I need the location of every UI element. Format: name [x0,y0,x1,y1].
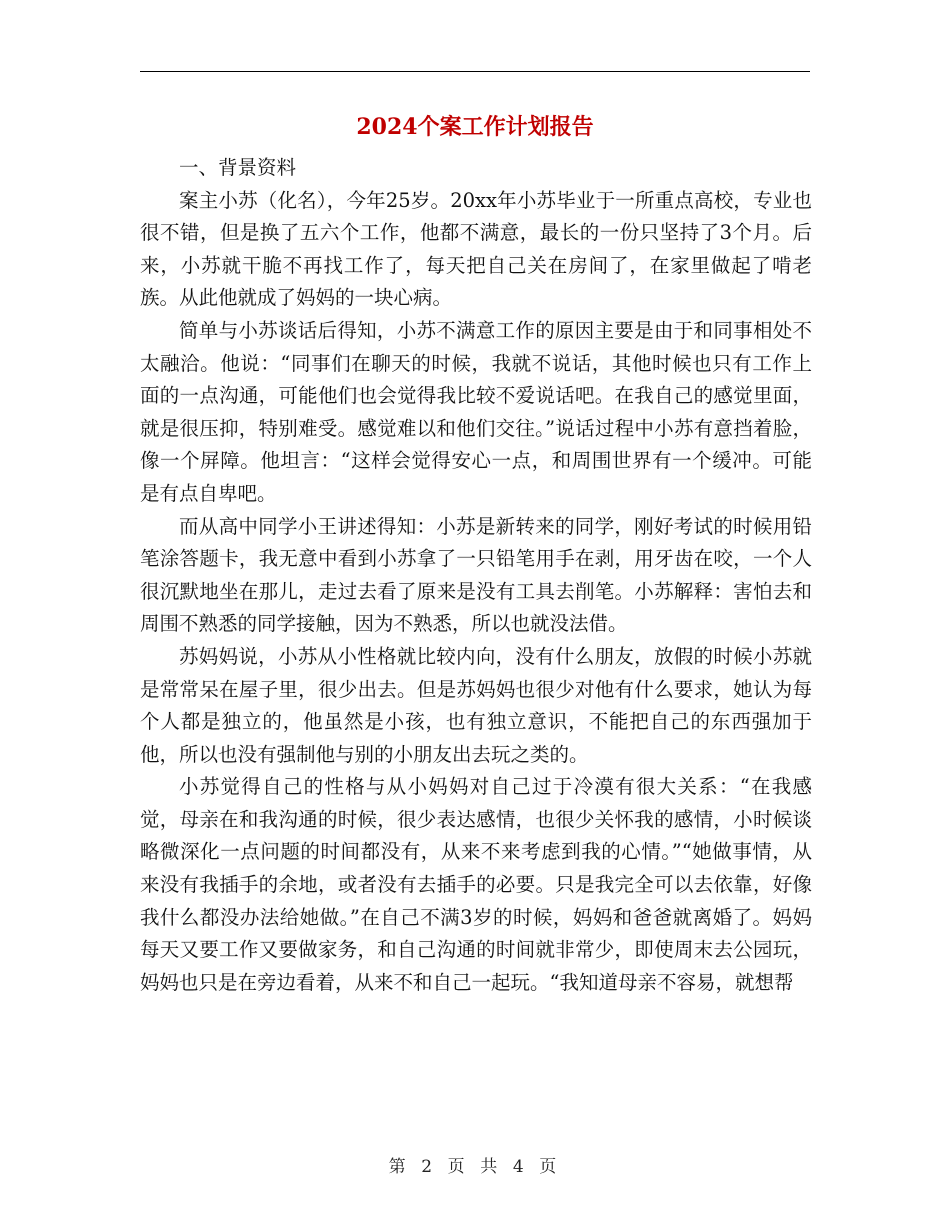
document-title: 2024个案工作计划报告 [356,114,594,140]
page-number: 第 2 页 共 4 页 [388,1157,562,1177]
paragraph: 简单与小苏谈话后得知，小苏不满意工作的原因主要是由于和同事相处不太融洽。他说：“同事们在聊天的时候，我就不说话，其他时候也只有工作上面的一点沟通，可能他们也会觉得我比较不爱说话吧。在我自己的感觉里面，就是很压抑，特别难受。感觉难以和他们交往。”说话过程中小苏有意挡着脸，像一个屏障。他坦言：“这样会觉得安心一点，和周围世界有一个缓冲。可能是有点自卑吧。 [140,318,812,505]
paragraph: 案主小苏（化名），今年25岁。20xx年小苏毕业于一所重点高校，专业也很不错，但是换了五六个工作，他都不满意，最长的一份只坚持了3个月。后来，小苏就干脆不再找工作了，每天把自己关在房间了，在家里做起了啃老族。从此他就成了妈妈的一块心病。 [140,188,812,310]
section-heading: 一、背景资料 [179,156,297,179]
paragraph: 而从高中同学小王讲述得知：小苏是新转来的同学，刚好考试的时候用铅笔涂答题卡，我无意中看到小苏拿了一只铅笔用手在剥，用牙齿在咬，一个人很沉默地坐在那儿，走过去看了原来是没有工具去削笔。小苏解释：害怕去和周围不熟悉的同学接触，因为不熟悉，所以也就没法借。 [140,514,812,636]
paragraph: 小苏觉得自己的性格与从小妈妈对自己过于冷漠有很大关系：“在我感觉，母亲在和我沟通的时候，很少表达感情，也很少关怀我的感情，小时候谈略微深化一点问题的时间都没有，从来不来考虑到我的心情。”“她做事情，从来没有我插手的余地，或者没有去插手的必要。只是我完全可以去依靠，好像我什么都没办法给她做。”在自己不满3岁的时候，妈妈和爸爸就离婚了。妈妈每天又要工作又要做家务，和自己沟通的时间就非常少，即使周末去公园玩，妈妈也只是在旁边看着，从来不和自己一起玩。“我知道母亲不容易，就想帮 [140,775,812,994]
paragraph: 苏妈妈说，小苏从小性格就比较内向，没有什么朋友，放假的时候小苏就是常常呆在屋子里，很少出去。但是苏妈妈也很少对他有什么要求，她认为每个人都是独立的，他虽然是小孩，也有独立意识，不能把自己的东西强加于他，所以也没有强制他与别的小朋友出去玩之类的。 [140,644,812,766]
document-body [140,152,812,999]
header-rule [140,71,810,72]
